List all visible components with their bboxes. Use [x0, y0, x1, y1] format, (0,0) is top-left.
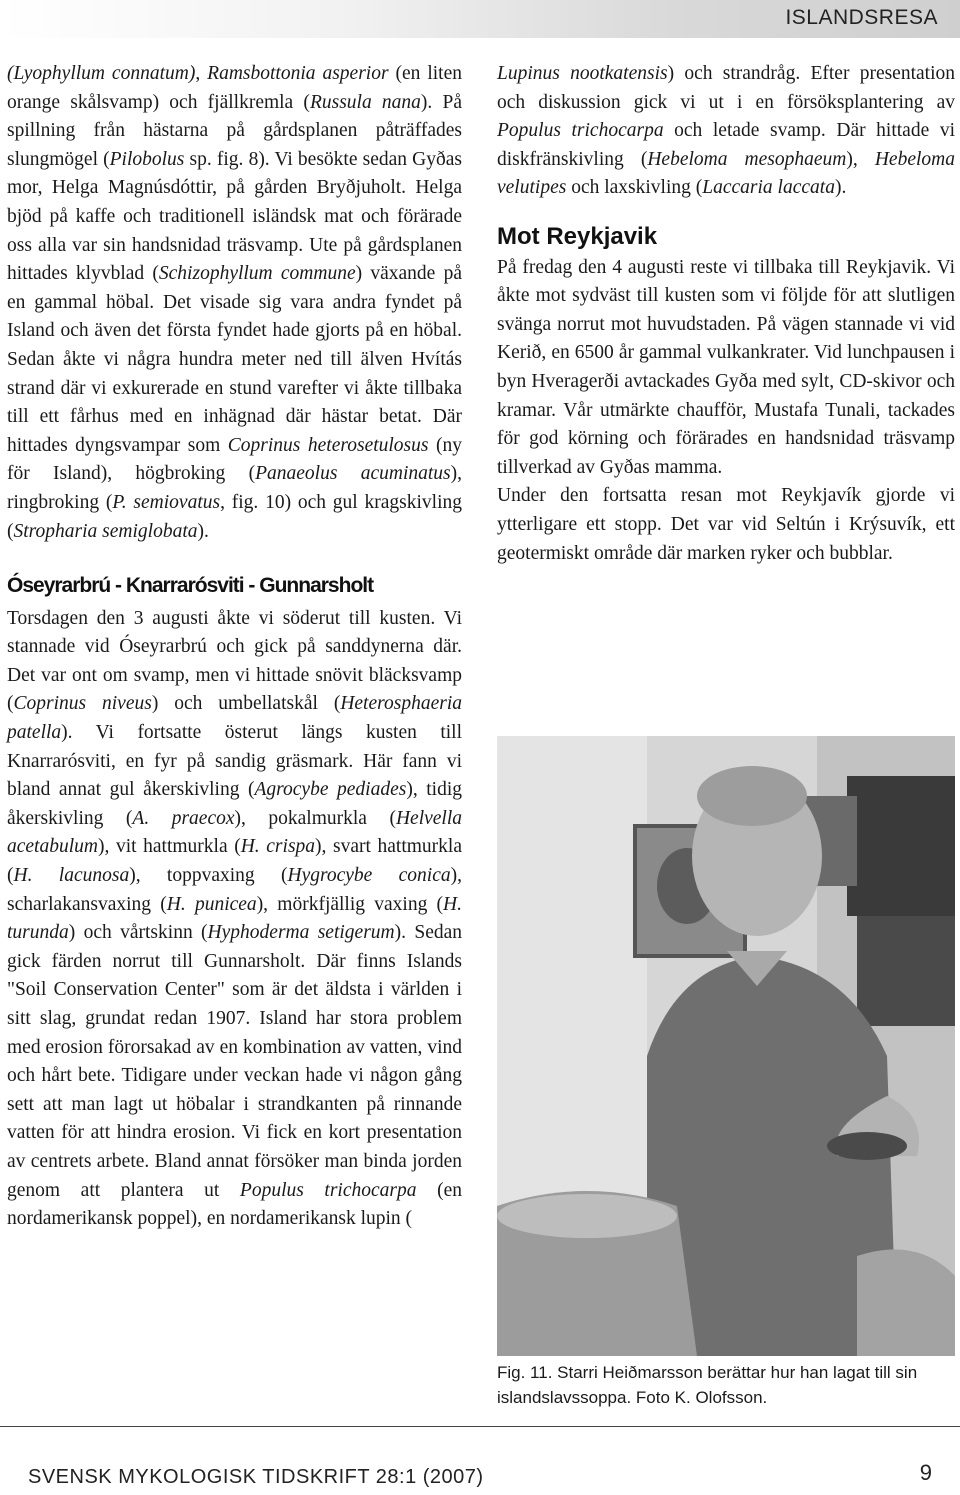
species-name: A. praecox [132, 807, 235, 829]
species-name: Russula nana [309, 91, 421, 113]
text-run: ). [197, 520, 209, 542]
section-heading: Mot Reykjavik [497, 222, 658, 250]
species-name: Populus trichocarpa [497, 120, 664, 142]
text-run: sp. fig. 8). Vi besökte sedan Gyðas mor, Helga Magnúsdóttir, på gården Bryðjuholt. Helga bjöd på kaffe och traditionell isländsk mat och förärade oss alla var sin handsnidad träsvamp. Ute på gårdsplanen hittades klyvblad ( [7, 148, 462, 285]
species-name: H. turunda [7, 893, 463, 944]
paragraph [7, 60, 462, 546]
text-run: och laxskivling ( [566, 177, 703, 199]
text-run: ) och umbellatskål ( [151, 693, 341, 715]
text-run: , [195, 63, 208, 84]
section-heading: Óseyrarbrú - Knarrarósviti - Gunnarsholt [7, 574, 374, 598]
text-run: ) och strandråg. Efter presentation och diskussion gick vi ut i en försöksplantering av [497, 63, 955, 113]
text-run: ), toppvaxing ( [129, 865, 288, 887]
text-run: ). [834, 177, 847, 199]
species-name: H. punicea [166, 893, 257, 915]
photo-illustration [497, 736, 955, 1356]
left-column [7, 60, 462, 1234]
species-name: Schizophyllum commune [158, 263, 356, 285]
text-run: ). Sedan gick färden norrut till Gunnarsholt. Där finns Islands "Soil Conservation Center" som är det äldsta i världen i sitt slag, grundat redan 1907. Island har stora problem med erosion förorsakad av en kombination av vatten, vind och hårt bete. Tidigare under veckan hade vi någon gång sett att man lagt ut höbalar i strandkanten på rinnande vatten för att hindra erosion. Vi fick en kort presentation av centrets arbete. Bland annat försöker man binda jorden genom att plantera ut [7, 922, 463, 1201]
species-name: Stropharia semiglobata [13, 520, 198, 542]
text-run: ), mörkfjällig vaxing ( [256, 893, 444, 915]
species-name: Laccaria laccata [702, 177, 835, 199]
text-run: Torsdagen den 3 augusti åkte vi söderut till kusten. Vi stannade vid Óseyrarbrú och gick på sanddynerna där. Det var ont om svamp, men vi hittade snövit bläcksvamp ( [7, 607, 462, 715]
text-run: ), [846, 148, 875, 170]
journal-name: SVENSK MYKOLOGISK TIDSKRIFT 28:1 (2007) [28, 1466, 484, 1488]
footer-divider [0, 1426, 960, 1427]
species-name: Populus trichocarpa [239, 1179, 417, 1201]
species-name: Pilobolus [109, 148, 185, 170]
text-run: ), vit hattmurkla ( [97, 836, 241, 858]
species-name: Heterosphaeria patella [7, 693, 462, 744]
page-number: 9 [919, 1460, 932, 1485]
text-run: ) och vårtskinn ( [68, 922, 208, 944]
text-run: och letade svamp. Där hittade vi diskfränskivling ( [497, 120, 955, 170]
species-name: Hyphoderma setigerum [207, 922, 395, 944]
text-run: (ny för Island), högbroking ( [7, 434, 462, 485]
species-name: Coprinus niveus [13, 693, 152, 715]
species-name: (Lyophyllum connatum) [7, 63, 196, 84]
text-run: ), ringbroking ( [7, 463, 463, 513]
text-run: På fredag den 4 augusti reste vi tillbaka till Reykjavik. Vi åkte mot sydväst till kusten som vi följde för att slutligen svänga norrut mot huvudstaden. På vägen stannade vi vid Kerið, en 6500 år gammal vulkankrater. Vid lunchpausen i byn Hveragerði avtackades Gyða med sylt, CD-skivor och kramar. Vår utmärkte chaufför, Mustafa Tunali, tackades för god körning och förärades en handsnidad träsvamp tillverkad av Gyðas mamma. [497, 256, 955, 478]
figure-caption: Fig. 11. Starri Heiðmarsson berättar hur han lagat till sin islandslavssoppa. Foto K. Olofsson. [497, 1363, 918, 1407]
species-name: Helvella acetabulum [7, 807, 463, 858]
species-name: Lupinus nootkatensis [497, 63, 668, 84]
text-run: ). Vi fortsatte österut längs kusten till Knarrarósviti, en fyr på sandig gräsmark. Här fann vi bland annat gul åkerskivling ( [7, 722, 462, 801]
text-run: Under den fortsatta resan mot Reykjavík gjorde vi ytterligare ett stopp. Det var vid Seltún i Krýsuvík, ett geotermiskt område där marken ryker och bubblar. [497, 485, 955, 564]
species-name: Agrocybe pediades [254, 779, 407, 801]
text-run: ). På spillning från hästarna på gårdsplanen påträffades slungmögel ( [7, 91, 463, 170]
species-name: H. lacunosa [13, 865, 130, 887]
paragraph [7, 605, 462, 1234]
text-run: ), pokalmurkla ( [234, 807, 396, 829]
species-name: Ramsbottonia asperior [207, 63, 389, 84]
paragraph [497, 254, 955, 483]
section-title: ISLANDSRESA [785, 6, 938, 29]
species-name: Coprinus heterosetulosus [227, 434, 429, 456]
paragraph [497, 482, 955, 568]
photo [497, 736, 955, 1356]
species-name: Hebeloma mesophaeum [647, 148, 847, 170]
species-name: Panaeolus acuminatus [255, 463, 451, 485]
text-run: ), scharlakansvaxing ( [7, 865, 463, 915]
text-run: (en nordamerikansk poppel), en nordamerikansk lupin ( [7, 1179, 462, 1230]
species-name: Hygrocybe conica [287, 865, 451, 887]
text-run: ), tidig åkerskivling ( [7, 779, 462, 829]
paragraph [497, 60, 955, 203]
text-run: , fig. 10) och gul kragskivling ( [7, 491, 462, 542]
species-name: H. crispa [240, 836, 316, 858]
right-column [497, 60, 955, 568]
species-name: Hebeloma velutipes [497, 148, 955, 199]
text-run: ), svart hattmurkla ( [7, 836, 462, 887]
text-run: ) växande på en gammal höbal. Det visade sig vara andra fyndet på Island och även det första fyndet hade gjorts på en höbal. Sedan åkte vi några hundra meter ned till älven Hvítás strand där vi exkurerade en stund varefter vi åkte tillbaka till ett fårhus med en inhägnad där hästar betat. Där hittades dyngsvampar som [7, 263, 462, 456]
species-name: P. semiovatus [112, 491, 221, 513]
text-run: (en liten orange skålsvamp) och fjällkremla ( [7, 63, 462, 113]
